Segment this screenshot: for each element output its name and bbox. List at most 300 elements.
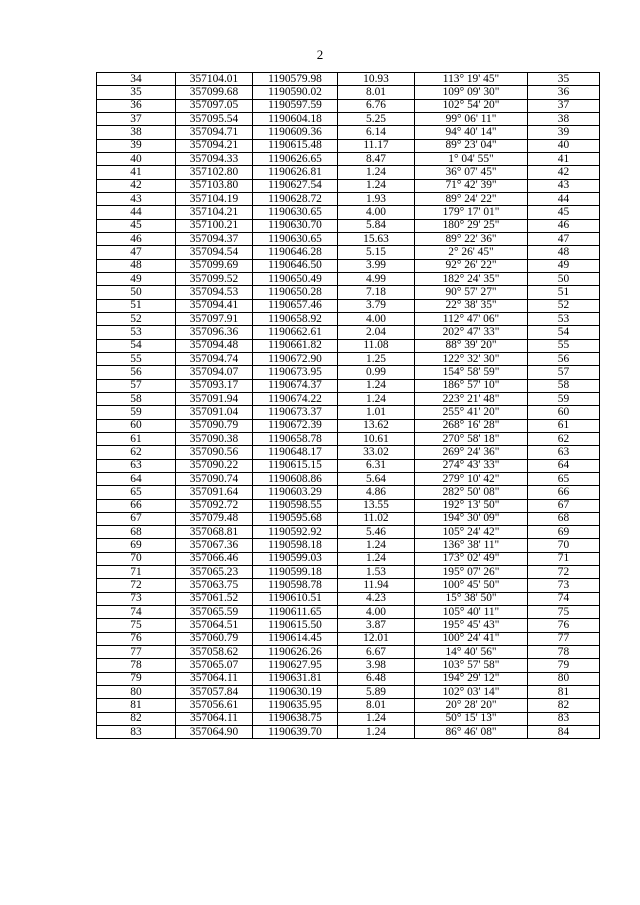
- y-coordinate-cell: 1190627.54: [253, 179, 338, 192]
- y-coordinate-cell: 1190639.70: [253, 726, 338, 739]
- point-number-cell: 60: [97, 419, 176, 432]
- table-row: [97, 472, 600, 485]
- distance-cell: 3.99: [338, 259, 415, 272]
- table-row: [97, 379, 600, 392]
- next-point-cell: 69: [528, 526, 600, 539]
- x-coordinate-cell: 357094.07: [176, 366, 253, 379]
- distance-cell: 10.93: [338, 73, 415, 86]
- bearing-cell: 113° 19' 45": [415, 73, 528, 86]
- point-number-cell: 67: [97, 512, 176, 525]
- table-row: [97, 152, 600, 165]
- y-coordinate-cell: 1190611.65: [253, 606, 338, 619]
- bearing-cell: 102° 54' 20": [415, 99, 528, 112]
- table-row: [97, 206, 600, 219]
- table-row: [97, 312, 600, 325]
- point-number-cell: 73: [97, 592, 176, 605]
- point-number-cell: 80: [97, 686, 176, 699]
- table-row: [97, 686, 600, 699]
- bearing-cell: 154° 58' 59": [415, 366, 528, 379]
- point-number-cell: 35: [97, 86, 176, 99]
- distance-cell: 1.24: [338, 392, 415, 405]
- table-row: [97, 659, 600, 672]
- y-coordinate-cell: 1190579.98: [253, 73, 338, 86]
- next-point-cell: 63: [528, 446, 600, 459]
- y-coordinate-cell: 1190599.18: [253, 566, 338, 579]
- table-row: [97, 699, 600, 712]
- point-number-cell: 54: [97, 339, 176, 352]
- table-row: [97, 726, 600, 739]
- x-coordinate-cell: 357064.11: [176, 672, 253, 685]
- table-row: [97, 499, 600, 512]
- y-coordinate-cell: 1190630.19: [253, 686, 338, 699]
- x-coordinate-cell: 357097.05: [176, 99, 253, 112]
- next-point-cell: 57: [528, 366, 600, 379]
- next-point-cell: 78: [528, 646, 600, 659]
- point-number-cell: 62: [97, 446, 176, 459]
- x-coordinate-cell: 357104.01: [176, 73, 253, 86]
- y-coordinate-cell: 1190595.68: [253, 512, 338, 525]
- y-coordinate-cell: 1190630.65: [253, 206, 338, 219]
- x-coordinate-cell: 357094.48: [176, 339, 253, 352]
- next-point-cell: 68: [528, 512, 600, 525]
- table-row: [97, 672, 600, 685]
- distance-cell: 11.08: [338, 339, 415, 352]
- x-coordinate-cell: 357100.21: [176, 219, 253, 232]
- bearing-cell: 274° 43' 33": [415, 459, 528, 472]
- table-row: [97, 99, 600, 112]
- table-row: [97, 619, 600, 632]
- x-coordinate-cell: 357094.54: [176, 246, 253, 259]
- table-row: [97, 192, 600, 205]
- distance-cell: 5.89: [338, 686, 415, 699]
- x-coordinate-cell: 357095.54: [176, 112, 253, 125]
- x-coordinate-cell: 357102.80: [176, 166, 253, 179]
- y-coordinate-cell: 1190609.36: [253, 126, 338, 139]
- distance-cell: 5.64: [338, 472, 415, 485]
- x-coordinate-cell: 357090.79: [176, 419, 253, 432]
- y-coordinate-cell: 1190662.61: [253, 326, 338, 339]
- bearing-cell: 122° 32' 30": [415, 352, 528, 365]
- next-point-cell: 73: [528, 579, 600, 592]
- y-coordinate-cell: 1190608.86: [253, 472, 338, 485]
- next-point-cell: 79: [528, 659, 600, 672]
- table-row: [97, 392, 600, 405]
- bearing-cell: 282° 50' 08": [415, 486, 528, 499]
- point-number-cell: 43: [97, 192, 176, 205]
- table-row: [97, 366, 600, 379]
- table-row: [97, 459, 600, 472]
- next-point-cell: 49: [528, 259, 600, 272]
- distance-cell: 11.17: [338, 139, 415, 152]
- distance-cell: 1.24: [338, 552, 415, 565]
- y-coordinate-cell: 1190615.15: [253, 459, 338, 472]
- table-row: [97, 299, 600, 312]
- y-coordinate-cell: 1190598.18: [253, 539, 338, 552]
- distance-cell: 11.94: [338, 579, 415, 592]
- next-point-cell: 60: [528, 406, 600, 419]
- table-row: [97, 712, 600, 725]
- y-coordinate-cell: 1190646.28: [253, 246, 338, 259]
- point-number-cell: 41: [97, 166, 176, 179]
- table-row: [97, 246, 600, 259]
- bearing-cell: 89° 23' 04": [415, 139, 528, 152]
- y-coordinate-cell: 1190638.75: [253, 712, 338, 725]
- next-point-cell: 35: [528, 73, 600, 86]
- next-point-cell: 64: [528, 459, 600, 472]
- distance-cell: 8.47: [338, 152, 415, 165]
- y-coordinate-cell: 1190672.39: [253, 419, 338, 432]
- table-row: [97, 86, 600, 99]
- next-point-cell: 84: [528, 726, 600, 739]
- point-number-cell: 75: [97, 619, 176, 632]
- y-coordinate-cell: 1190614.45: [253, 632, 338, 645]
- x-coordinate-cell: 357094.74: [176, 352, 253, 365]
- bearing-cell: 90° 57' 27": [415, 286, 528, 299]
- point-number-cell: 68: [97, 526, 176, 539]
- distance-cell: 5.46: [338, 526, 415, 539]
- bearing-cell: 136° 38' 11": [415, 539, 528, 552]
- distance-cell: 5.15: [338, 246, 415, 259]
- bearing-cell: 14° 40' 56": [415, 646, 528, 659]
- distance-cell: 4.00: [338, 206, 415, 219]
- distance-cell: 4.00: [338, 606, 415, 619]
- distance-cell: 4.23: [338, 592, 415, 605]
- bearing-cell: 100° 24' 41": [415, 632, 528, 645]
- table-row: [97, 419, 600, 432]
- next-point-cell: 59: [528, 392, 600, 405]
- table-row: [97, 166, 600, 179]
- distance-cell: 1.24: [338, 539, 415, 552]
- bearing-cell: 99° 06' 11": [415, 112, 528, 125]
- x-coordinate-cell: 357099.69: [176, 259, 253, 272]
- next-point-cell: 62: [528, 432, 600, 445]
- distance-cell: 10.61: [338, 432, 415, 445]
- point-number-cell: 37: [97, 112, 176, 125]
- point-number-cell: 39: [97, 139, 176, 152]
- x-coordinate-cell: 357065.23: [176, 566, 253, 579]
- y-coordinate-cell: 1190626.26: [253, 646, 338, 659]
- point-number-cell: 52: [97, 312, 176, 325]
- x-coordinate-cell: 357099.68: [176, 86, 253, 99]
- point-number-cell: 50: [97, 286, 176, 299]
- point-number-cell: 36: [97, 99, 176, 112]
- table-row: [97, 526, 600, 539]
- distance-cell: 4.86: [338, 486, 415, 499]
- bearing-cell: 202° 47' 33": [415, 326, 528, 339]
- next-point-cell: 54: [528, 326, 600, 339]
- bearing-cell: 112° 47' 06": [415, 312, 528, 325]
- distance-cell: 5.25: [338, 112, 415, 125]
- bearing-cell: 192° 13' 50": [415, 499, 528, 512]
- next-point-cell: 50: [528, 272, 600, 285]
- point-number-cell: 63: [97, 459, 176, 472]
- bearing-cell: 105° 24' 42": [415, 526, 528, 539]
- y-coordinate-cell: 1190631.81: [253, 672, 338, 685]
- table-row: [97, 406, 600, 419]
- point-number-cell: 70: [97, 552, 176, 565]
- y-coordinate-cell: 1190650.49: [253, 272, 338, 285]
- x-coordinate-cell: 357063.75: [176, 579, 253, 592]
- distance-cell: 6.76: [338, 99, 415, 112]
- point-number-cell: 71: [97, 566, 176, 579]
- x-coordinate-cell: 357093.17: [176, 379, 253, 392]
- distance-cell: 1.24: [338, 379, 415, 392]
- y-coordinate-cell: 1190592.92: [253, 526, 338, 539]
- next-point-cell: 47: [528, 232, 600, 245]
- x-coordinate-cell: 357094.53: [176, 286, 253, 299]
- distance-cell: 3.87: [338, 619, 415, 632]
- bearing-cell: 279° 10' 42": [415, 472, 528, 485]
- bearing-cell: 195° 07' 26": [415, 566, 528, 579]
- table-row: [97, 446, 600, 459]
- bearing-cell: 2° 26' 45": [415, 246, 528, 259]
- next-point-cell: 51: [528, 286, 600, 299]
- bearing-cell: 103° 57' 58": [415, 659, 528, 672]
- table-row: [97, 112, 600, 125]
- distance-cell: 1.24: [338, 726, 415, 739]
- point-number-cell: 34: [97, 73, 176, 86]
- point-number-cell: 83: [97, 726, 176, 739]
- y-coordinate-cell: 1190658.92: [253, 312, 338, 325]
- distance-cell: 1.24: [338, 179, 415, 192]
- x-coordinate-cell: 357104.19: [176, 192, 253, 205]
- y-coordinate-cell: 1190603.29: [253, 486, 338, 499]
- next-point-cell: 43: [528, 179, 600, 192]
- x-coordinate-cell: 357094.71: [176, 126, 253, 139]
- x-coordinate-cell: 357090.56: [176, 446, 253, 459]
- distance-cell: 4.00: [338, 312, 415, 325]
- table-row: [97, 352, 600, 365]
- table-row: [97, 339, 600, 352]
- next-point-cell: 65: [528, 472, 600, 485]
- point-number-cell: 65: [97, 486, 176, 499]
- next-point-cell: 41: [528, 152, 600, 165]
- x-coordinate-cell: 357090.22: [176, 459, 253, 472]
- point-number-cell: 38: [97, 126, 176, 139]
- table-row: [97, 579, 600, 592]
- next-point-cell: 37: [528, 99, 600, 112]
- table-row: [97, 126, 600, 139]
- next-point-cell: 36: [528, 86, 600, 99]
- bearing-cell: 89° 22' 36": [415, 232, 528, 245]
- table-row: [97, 286, 600, 299]
- x-coordinate-cell: 357094.21: [176, 139, 253, 152]
- bearing-cell: 86° 46' 08": [415, 726, 528, 739]
- y-coordinate-cell: 1190630.70: [253, 219, 338, 232]
- distance-cell: 1.53: [338, 566, 415, 579]
- point-number-cell: 46: [97, 232, 176, 245]
- distance-cell: 1.01: [338, 406, 415, 419]
- point-number-cell: 59: [97, 406, 176, 419]
- next-point-cell: 58: [528, 379, 600, 392]
- point-number-cell: 66: [97, 499, 176, 512]
- distance-cell: 6.48: [338, 672, 415, 685]
- x-coordinate-cell: 357061.52: [176, 592, 253, 605]
- x-coordinate-cell: 357091.94: [176, 392, 253, 405]
- bearing-cell: 270° 58' 18": [415, 432, 528, 445]
- distance-cell: 5.84: [338, 219, 415, 232]
- x-coordinate-cell: 357064.11: [176, 712, 253, 725]
- x-coordinate-cell: 357092.72: [176, 499, 253, 512]
- next-point-cell: 72: [528, 566, 600, 579]
- next-point-cell: 48: [528, 246, 600, 259]
- point-number-cell: 40: [97, 152, 176, 165]
- table-row: [97, 592, 600, 605]
- point-number-cell: 47: [97, 246, 176, 259]
- bearing-cell: 105° 40' 11": [415, 606, 528, 619]
- point-number-cell: 82: [97, 712, 176, 725]
- distance-cell: 1.24: [338, 166, 415, 179]
- y-coordinate-cell: 1190590.02: [253, 86, 338, 99]
- table-row: [97, 552, 600, 565]
- next-point-cell: 71: [528, 552, 600, 565]
- y-coordinate-cell: 1190626.65: [253, 152, 338, 165]
- next-point-cell: 38: [528, 112, 600, 125]
- table-row: [97, 139, 600, 152]
- bearing-cell: 179° 17' 01": [415, 206, 528, 219]
- distance-cell: 4.99: [338, 272, 415, 285]
- point-number-cell: 57: [97, 379, 176, 392]
- distance-cell: 13.62: [338, 419, 415, 432]
- distance-cell: 8.01: [338, 86, 415, 99]
- y-coordinate-cell: 1190673.37: [253, 406, 338, 419]
- table-row: [97, 606, 600, 619]
- x-coordinate-cell: 357064.90: [176, 726, 253, 739]
- x-coordinate-cell: 357079.48: [176, 512, 253, 525]
- distance-cell: 6.67: [338, 646, 415, 659]
- x-coordinate-cell: 357057.84: [176, 686, 253, 699]
- table-row: [97, 232, 600, 245]
- next-point-cell: 46: [528, 219, 600, 232]
- next-point-cell: 52: [528, 299, 600, 312]
- next-point-cell: 40: [528, 139, 600, 152]
- bearing-cell: 88° 39' 20": [415, 339, 528, 352]
- bearing-cell: 180° 29' 25": [415, 219, 528, 232]
- bearing-cell: 20° 28' 20": [415, 699, 528, 712]
- distance-cell: 33.02: [338, 446, 415, 459]
- bearing-cell: 223° 21' 48": [415, 392, 528, 405]
- x-coordinate-cell: 357067.36: [176, 539, 253, 552]
- table-row: [97, 632, 600, 645]
- next-point-cell: 61: [528, 419, 600, 432]
- point-number-cell: 79: [97, 672, 176, 685]
- distance-cell: 2.04: [338, 326, 415, 339]
- next-point-cell: 83: [528, 712, 600, 725]
- x-coordinate-cell: 357103.80: [176, 179, 253, 192]
- bearing-cell: 36° 07' 45": [415, 166, 528, 179]
- bearing-cell: 92° 26' 22": [415, 259, 528, 272]
- y-coordinate-cell: 1190672.90: [253, 352, 338, 365]
- x-coordinate-cell: 357090.38: [176, 432, 253, 445]
- table-row: [97, 272, 600, 285]
- next-point-cell: 75: [528, 606, 600, 619]
- distance-cell: 11.02: [338, 512, 415, 525]
- y-coordinate-cell: 1190604.18: [253, 112, 338, 125]
- bearing-cell: 255° 41' 20": [415, 406, 528, 419]
- distance-cell: 8.01: [338, 699, 415, 712]
- table-row: [97, 512, 600, 525]
- point-number-cell: 77: [97, 646, 176, 659]
- distance-cell: 13.55: [338, 499, 415, 512]
- y-coordinate-cell: 1190648.17: [253, 446, 338, 459]
- x-coordinate-cell: 357064.51: [176, 619, 253, 632]
- table-row: [97, 326, 600, 339]
- x-coordinate-cell: 357065.07: [176, 659, 253, 672]
- x-coordinate-cell: 357104.21: [176, 206, 253, 219]
- next-point-cell: 44: [528, 192, 600, 205]
- distance-cell: 3.79: [338, 299, 415, 312]
- x-coordinate-cell: 357094.37: [176, 232, 253, 245]
- bearing-cell: 50° 15' 13": [415, 712, 528, 725]
- distance-cell: 1.93: [338, 192, 415, 205]
- x-coordinate-cell: 357097.91: [176, 312, 253, 325]
- x-coordinate-cell: 357066.46: [176, 552, 253, 565]
- y-coordinate-cell: 1190615.50: [253, 619, 338, 632]
- x-coordinate-cell: 357058.62: [176, 646, 253, 659]
- point-number-cell: 53: [97, 326, 176, 339]
- point-number-cell: 61: [97, 432, 176, 445]
- y-coordinate-cell: 1190673.95: [253, 366, 338, 379]
- coordinates-table-body: [97, 73, 600, 739]
- x-coordinate-cell: 357091.04: [176, 406, 253, 419]
- next-point-cell: 80: [528, 672, 600, 685]
- bearing-cell: 173° 02' 49": [415, 552, 528, 565]
- next-point-cell: 67: [528, 499, 600, 512]
- bearing-cell: 22° 38' 35": [415, 299, 528, 312]
- bearing-cell: 182° 24' 35": [415, 272, 528, 285]
- next-point-cell: 77: [528, 632, 600, 645]
- point-number-cell: 56: [97, 366, 176, 379]
- next-point-cell: 45: [528, 206, 600, 219]
- x-coordinate-cell: 357096.36: [176, 326, 253, 339]
- y-coordinate-cell: 1190650.28: [253, 286, 338, 299]
- y-coordinate-cell: 1190597.59: [253, 99, 338, 112]
- next-point-cell: 74: [528, 592, 600, 605]
- y-coordinate-cell: 1190598.78: [253, 579, 338, 592]
- point-number-cell: 64: [97, 472, 176, 485]
- table-row: [97, 539, 600, 552]
- table-row: [97, 646, 600, 659]
- table-row: [97, 259, 600, 272]
- distance-cell: 6.31: [338, 459, 415, 472]
- point-number-cell: 58: [97, 392, 176, 405]
- point-number-cell: 81: [97, 699, 176, 712]
- next-point-cell: 70: [528, 539, 600, 552]
- point-number-cell: 78: [97, 659, 176, 672]
- point-number-cell: 44: [97, 206, 176, 219]
- y-coordinate-cell: 1190615.48: [253, 139, 338, 152]
- point-number-cell: 74: [97, 606, 176, 619]
- y-coordinate-cell: 1190599.03: [253, 552, 338, 565]
- x-coordinate-cell: 357099.52: [176, 272, 253, 285]
- x-coordinate-cell: 357090.74: [176, 472, 253, 485]
- y-coordinate-cell: 1190658.78: [253, 432, 338, 445]
- distance-cell: 12.01: [338, 632, 415, 645]
- x-coordinate-cell: 357094.33: [176, 152, 253, 165]
- y-coordinate-cell: 1190661.82: [253, 339, 338, 352]
- distance-cell: 0.99: [338, 366, 415, 379]
- bearing-cell: 102° 03' 14": [415, 686, 528, 699]
- distance-cell: 1.25: [338, 352, 415, 365]
- next-point-cell: 66: [528, 486, 600, 499]
- y-coordinate-cell: 1190674.22: [253, 392, 338, 405]
- x-coordinate-cell: 357065.59: [176, 606, 253, 619]
- point-number-cell: 45: [97, 219, 176, 232]
- y-coordinate-cell: 1190635.95: [253, 699, 338, 712]
- bearing-cell: 269° 24' 36": [415, 446, 528, 459]
- bearing-cell: 94° 40' 14": [415, 126, 528, 139]
- x-coordinate-cell: 357094.41: [176, 299, 253, 312]
